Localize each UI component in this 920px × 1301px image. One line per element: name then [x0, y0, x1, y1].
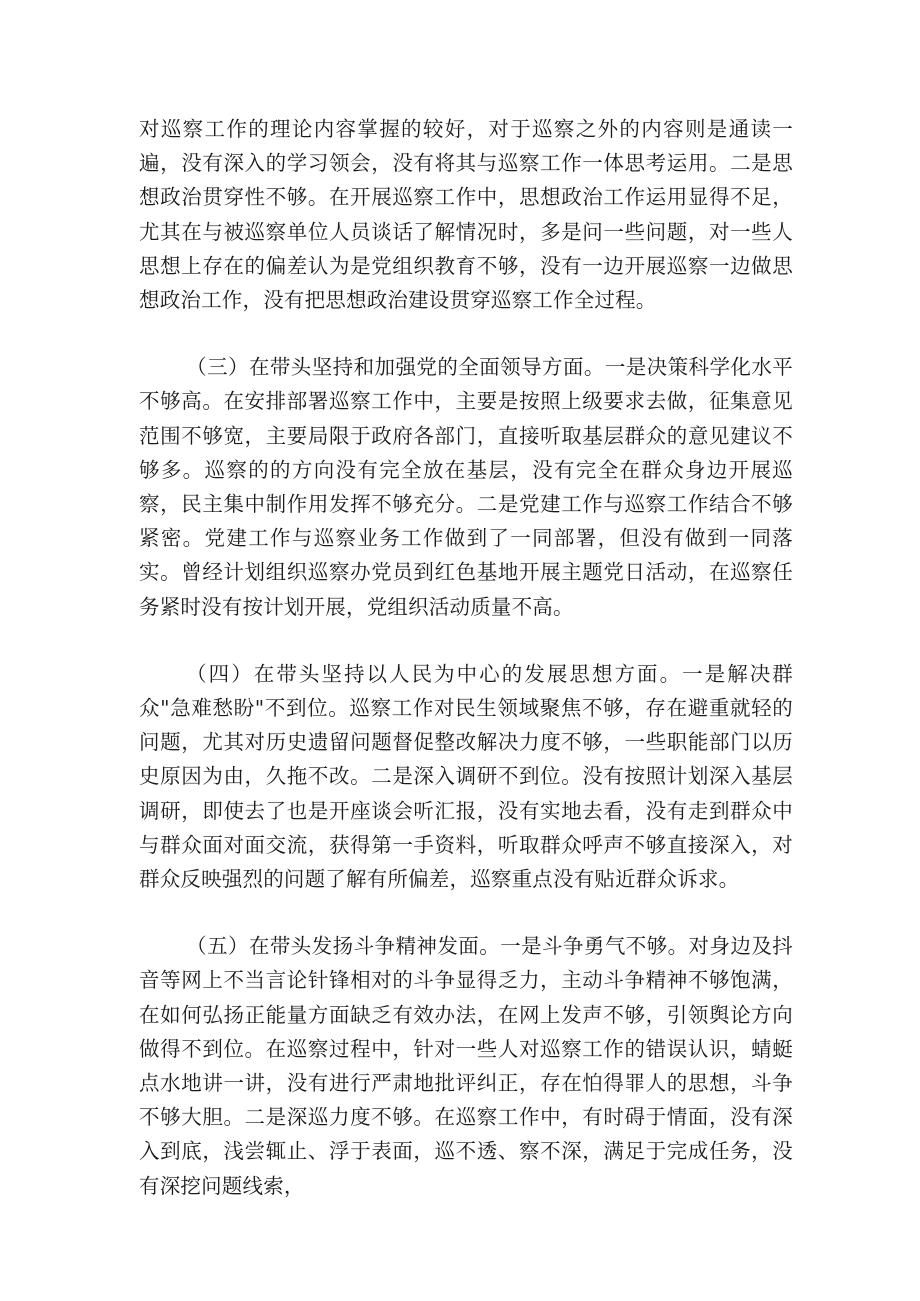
paragraph-section-5: （五）在带头发扬斗争精神发面。一是斗争勇气不够。对身边及抖音等网上不当言论针锋相对的斗争显得乏力，主动斗争精神不够饱满，在如何弘扬正能量方面缺乏有效办法，在网上发声不够，引领舆论方向做得不到位。在巡察过程中，针对一些人对巡察工作的错误认识，蜻蜓点水地讲一讲，没有进行严肃地批评纠正，存在怕得罪人的思想，斗争不够大胆。二是深巡力度不够。在巡察工作中，有时碍于情面，没有深入到底，浅尝辄止、浮于表面，巡不透、察不深，满足于完成任务，没有深挖问题线索，	[139, 934, 793, 1198]
paragraph-continued: 对巡察工作的理论内容掌握的较好，对于巡察之外的内容则是通读一遍，没有深入的学习领会，没有将其与巡察工作一体思考运用。二是思想政治贯穿性不够。在开展巡察工作中，思想政治工作运用显得不足，尤其在与被巡察单位人员谈话了解情况时，多是问一些问题，对一些人思想上存在的偏差认为是党组织教育不够，没有一边开展巡察一边做思想政治工作，没有把思想政治建设贯穿巡察工作全过程。	[139, 117, 793, 313]
paragraph-section-4: （四）在带头坚持以人民为中心的发展思想方面。一是解决群众"急难愁盼"不到位。巡察工作对民生领域聚焦不够，存在避重就轻的问题，尤其对历史遗留问题督促整改解决力度不够，一些职能部门以历史原因为由，久拖不改。二是深入调研不到位。没有按照计划深入基层调研，即使去了也是开座谈会听汇报，没有实地去看，没有走到群众中与群众面对面交流，获得第一手资料，听取群众呼声不够直接深入，对群众反映强烈的问题了解有所偏差，巡察重点没有贴近群众诉求。	[139, 661, 793, 892]
document-body	[139, 112, 793, 1203]
paragraph-section-3: （三）在带头坚持和加强党的全面领导方面。一是决策科学化水平不够高。在安排部署巡察工作中，主要是按照上级要求去做，征集意见范围不够宽，主要局限于政府各部门，直接听取基层群众的意见建议不够多。巡察的的方向没有完全放在基层，没有完全在群众身边开展巡察，民主集中制作用发挥不够充分。二是党建工作与巡察工作结合不够紧密。党建工作与巡察业务工作做到了一同部署，但没有做到一同落实。曾经计划组织巡察办党员到红色基地开展主题党日活动，在巡察任务紧时没有按计划开展，党组织活动质量不高。	[139, 355, 793, 619]
